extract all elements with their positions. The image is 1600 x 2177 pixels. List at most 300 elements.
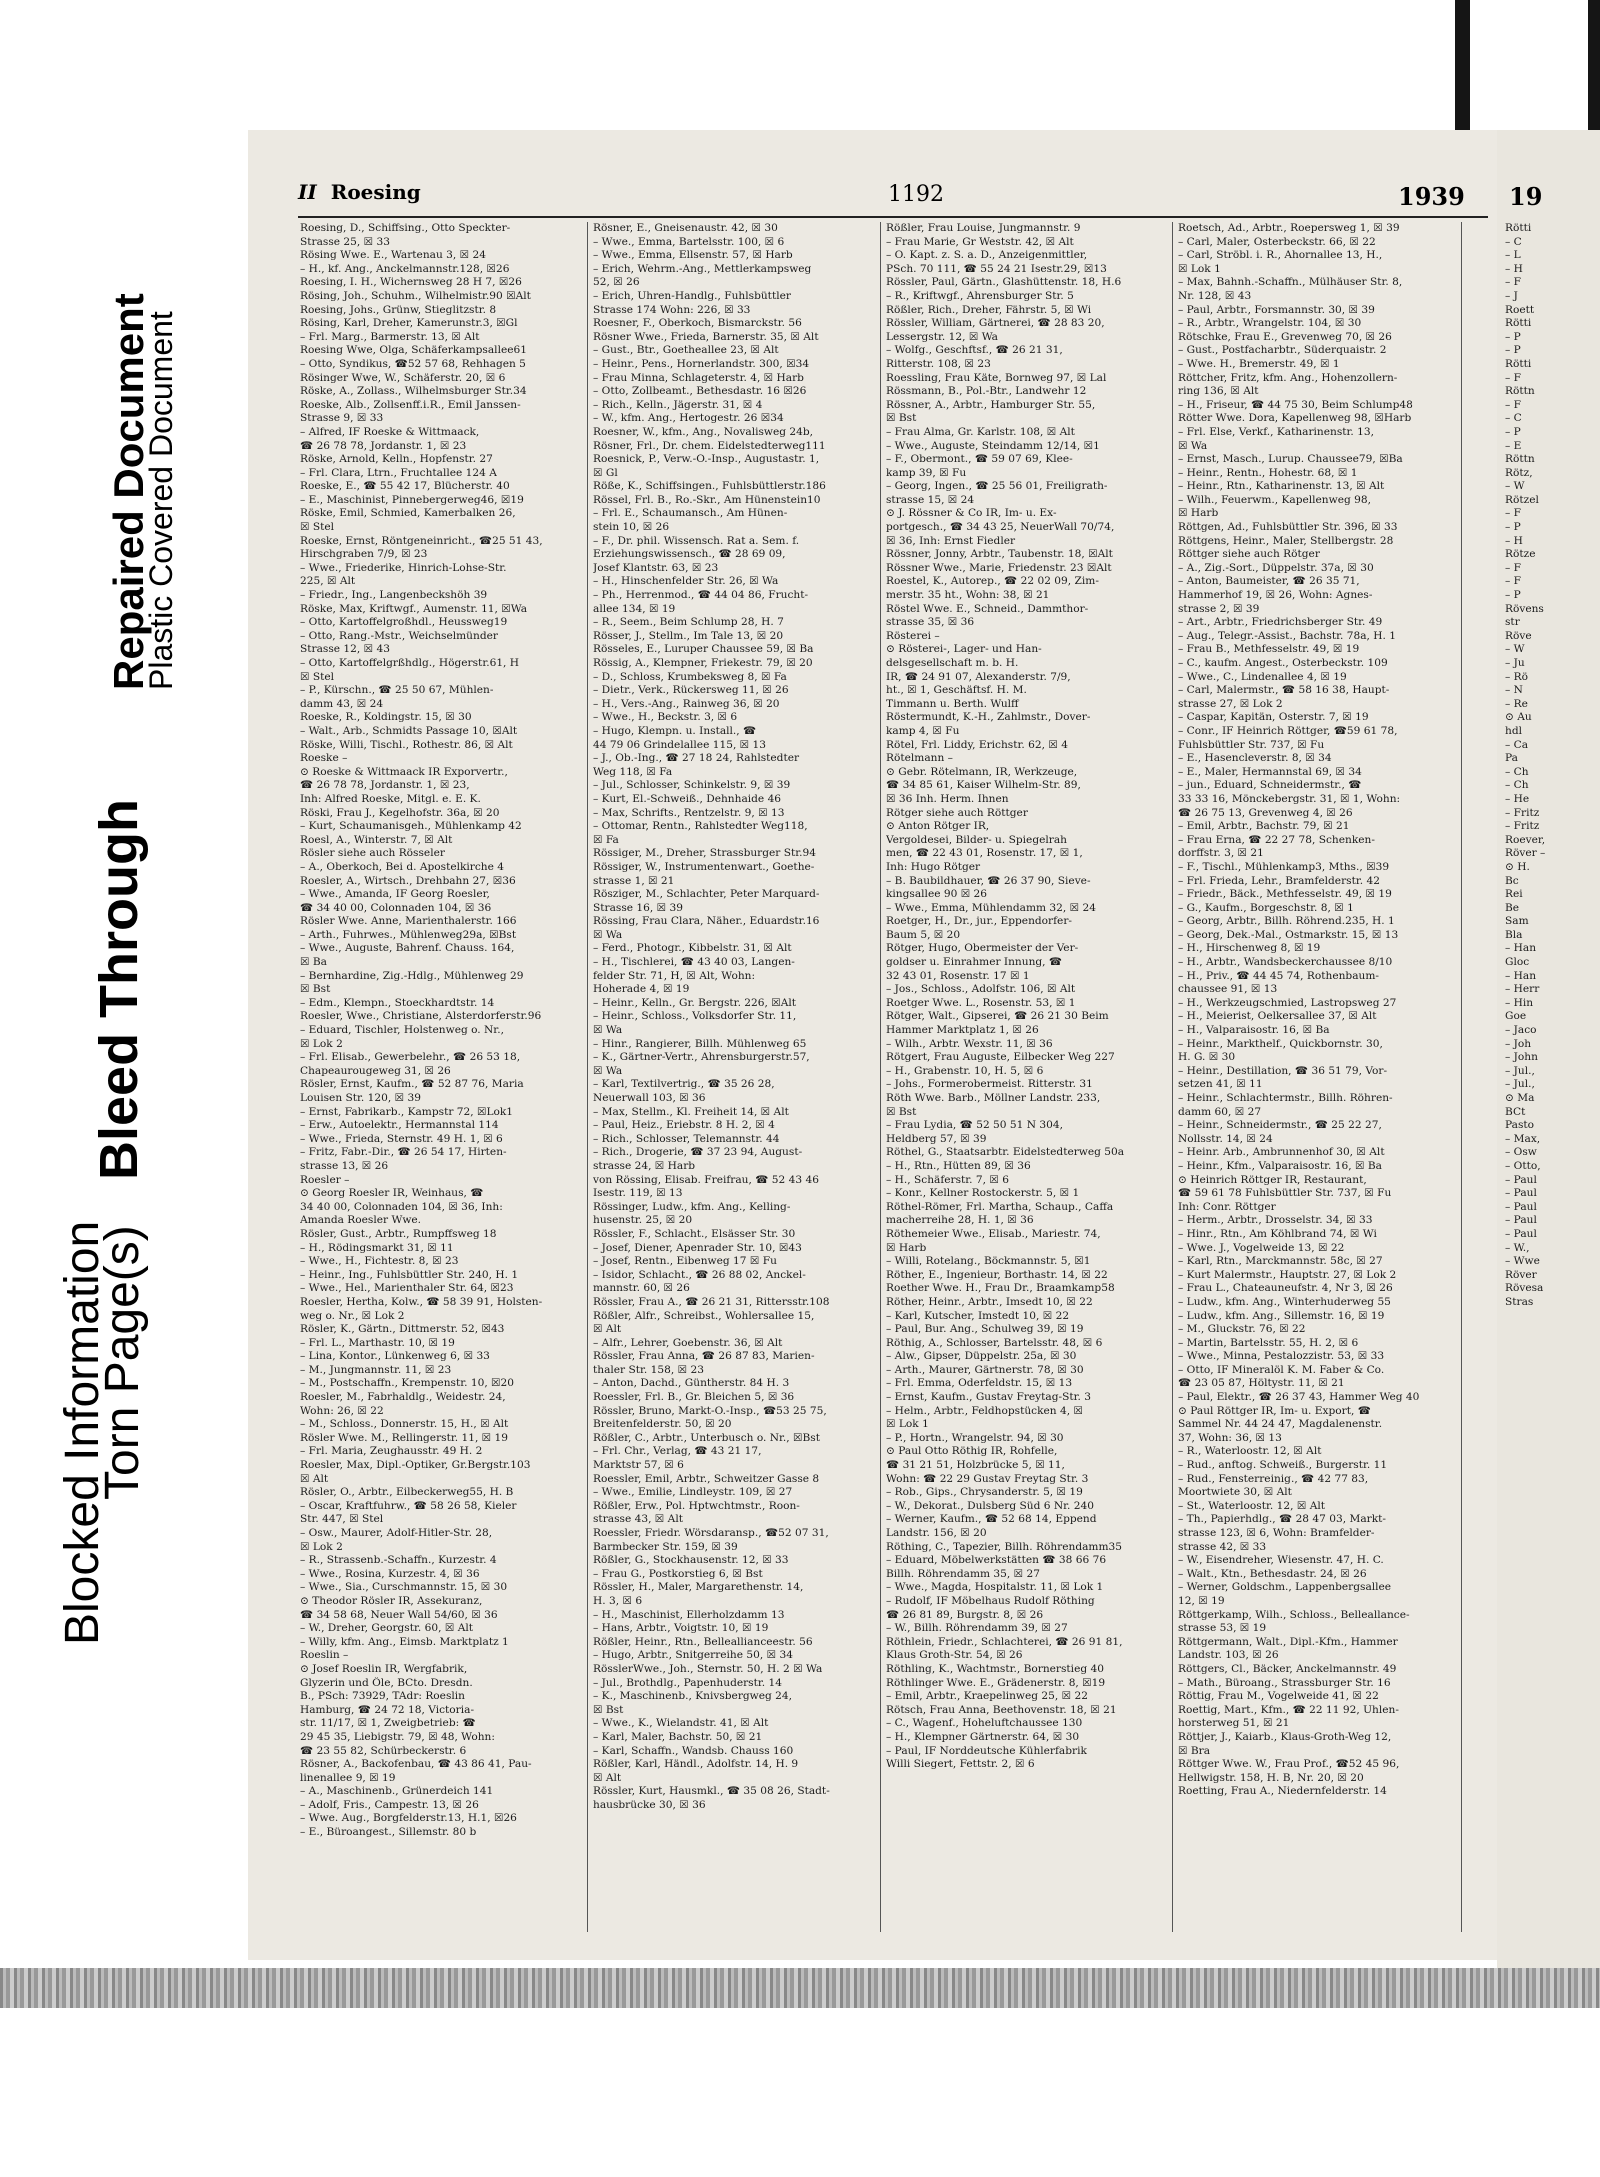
adjacent-entry-line: Stras <box>1505 1295 1534 1308</box>
directory-entry-line: ⊙ Georg Roesler IR, Weinhaus, ☎ <box>300 1187 484 1200</box>
directory-entry-line: ht., ☒ 1, Geschäftsf. H. M. <box>886 684 1027 697</box>
directory-entry-line: Hamburg, ☎ 24 72 18, Victoria- <box>300 1703 475 1716</box>
directory-entry-line: H. G. ☒ 30 <box>1178 1051 1236 1064</box>
directory-entry-line: – Wwe., Auguste, Bahrenf. Chauss. 164, <box>300 942 515 955</box>
directory-entry-line: Hirschgraben 7/9, ☒ 23 <box>300 548 428 561</box>
directory-entry-line: Timmann u. Berth. Wulff <box>886 697 1019 710</box>
adjacent-entry-line: – Joh <box>1505 1037 1532 1050</box>
directory-entry-line: – A., Zig.-Sort., Düppelstr. 37a, ☒ 30 <box>1178 561 1374 574</box>
directory-entry-line: husenstr. 25, ☒ 20 <box>593 1214 693 1227</box>
directory-entry-line: Rösing, Karl, Dreher, Kamerunstr.3, ☒Gl <box>300 317 518 330</box>
directory-entry-line: – Kurt Malermstr., Hauptstr. 27, ☒ Lok 2 <box>1178 1268 1397 1281</box>
directory-entry-line: – Emil, Arbtr., Kraepelinweg 25, ☒ 22 <box>886 1690 1088 1703</box>
directory-entry-line: – H., Arbtr., Wandsbeckerchaussee 8/10 <box>1178 956 1393 969</box>
directory-entry-line: – Frau L., Chateauneufstr. 4, Nr 3, ☒ 26 <box>1178 1282 1393 1295</box>
directory-entry-line: ☒ Alt <box>300 1472 329 1485</box>
directory-entry-line: Röttgers, Cl., Bäcker, Anckelmannstr. 49 <box>1178 1662 1397 1675</box>
directory-entry-line: – Frl. Else, Verkf., Katharinenstr. 13, <box>1178 425 1375 438</box>
directory-entry-line: Röttgerkamp, Wilh., Schloss., Belleallance- <box>1178 1608 1410 1621</box>
directory-entry-line: Roeske, Ernst, Röntgeneinricht., ☎25 51 43, <box>300 534 543 547</box>
directory-entry-line: – F., Dr. phil. Wissensch. Rat a. Sem. f. <box>593 534 800 547</box>
adjacent-entry-line: – Paul <box>1505 1227 1537 1240</box>
directory-entry-line: ☒ Gl <box>593 466 618 479</box>
directory-entry-line: – Wwe., Amanda, IF Georg Roesler, <box>300 888 490 901</box>
adjacent-entry-line: Rötti <box>1505 357 1532 370</box>
directory-entry-line: Rötel, Frl. Liddy, Erichstr. 62, ☒ 4 <box>886 738 1068 751</box>
directory-entry-line: – Eduard, Möbelwerkstätten ☎ 38 66 76 <box>886 1554 1107 1567</box>
directory-entry-line: str. 11/17, ☒ 1, Zweigbetrieb: ☎ <box>300 1717 476 1730</box>
directory-entry-line: merstr. 35 ht., Wohn: 38, ☒ 21 <box>886 589 1050 602</box>
directory-entry-line: Rösinger Wwe, W., Schäferstr. 20, ☒ 6 <box>300 371 506 384</box>
directory-entry-line: – Walt., Arb., Schmidts Passage 10, ☒Alt <box>300 724 518 737</box>
directory-entry-line: Josef Klantstr. 63, ☒ 23 <box>593 561 719 574</box>
directory-entry-line: – Kurt, El.-Schweiß., Dehnhaide 46 <box>593 792 782 805</box>
directory-entry-line: Rößler, G., Stockhausenstr. 12, ☒ 33 <box>593 1554 789 1567</box>
directory-entry-line: – Heinr., Schlachtermstr., Billh. Röhren- <box>1178 1092 1393 1104</box>
directory-entry-line: – Max, Stellm., Kl. Freiheit 14, ☒ Alt <box>593 1105 789 1118</box>
directory-entry-line: Strasse 16, ☒ 39 <box>593 901 683 914</box>
adjacent-entry-line: – J <box>1505 289 1518 302</box>
directory-entry-line: 32 43 01, Rosenstr. 17 ☒ 1 <box>886 969 1030 982</box>
directory-entry-line: thaler Str. 158, ☒ 23 <box>593 1363 704 1376</box>
adjacent-entry-line: – H <box>1505 262 1523 275</box>
adjacent-entry-line: Bc <box>1505 874 1519 887</box>
directory-entry-line: – Heinr., Kfm., Valparaisostr. 16, ☒ Ba <box>1178 1159 1382 1172</box>
directory-entry-line: Rösler, K., Gärtn., Dittmerstr. 52, ☒43 <box>300 1323 505 1336</box>
directory-entry-line: – Paul, Arbtr., Forsmannstr. 30, ☒ 39 <box>1178 303 1375 316</box>
directory-entry-line: Röske, Arnold, Kelln., Hopfenstr. 27 <box>300 453 493 466</box>
directory-entry-line: – Paul, Bur. Ang., Schulweg 39, ☒ 19 <box>886 1323 1084 1336</box>
adjacent-entry-line: Röve <box>1505 629 1532 642</box>
directory-entry-line: Roeske, E., ☎ 55 42 17, Blücherstr. 40 <box>300 480 510 493</box>
directory-entry-line: – R., Seem., Beim Schlump 28, H. 7 <box>593 616 784 629</box>
directory-entry-line: Rösser, J., Stellm., Im Tale 13, ☒ 20 <box>593 629 784 642</box>
adjacent-entry-line: Rötti <box>1505 317 1532 330</box>
directory-entry-line: – Anton, Baumeister, ☎ 26 35 71, <box>1178 575 1360 588</box>
directory-entry-line: – Paul, Heiz., Eriebstr. 8 H. 2, ☒ 4 <box>593 1119 775 1132</box>
directory-entry-line: Nr. 128, ☒ 43 <box>1178 289 1252 302</box>
directory-entry-line: – Josef, Diener, Apenrader Str. 10, ☒43 <box>593 1241 802 1254</box>
column-1 <box>300 222 570 1932</box>
directory-entry-line: Rößler, C., Arbtr., Unterbusch o. Nr., ☒Bst <box>593 1431 820 1444</box>
directory-entry-line: – Frl. L., Marthastr. 10, ☒ 19 <box>300 1336 455 1349</box>
directory-entry-line: – H., Grabenstr. 10, H. 5, ☒ 6 <box>886 1064 1044 1077</box>
directory-entry-line: Roeske – <box>300 752 348 765</box>
directory-entry-line: Rössmann, B., Pol.-Btr., Landwehr 12 <box>886 385 1087 398</box>
directory-entry-line: – C., Wagenf., Hoheluftchaussee 130 <box>886 1717 1083 1730</box>
directory-entry-line: Roesler, Wwe., Christiane, Alsterdorferstr.96 <box>300 1010 542 1023</box>
adjacent-entry-line: – He <box>1505 792 1530 805</box>
directory-entry-line: – Rich., Drogerie, ☎ 37 23 94, August- <box>593 1146 803 1159</box>
directory-entry-line: – Wilh., Feuerwm., Kapellenweg 98, <box>1178 493 1371 506</box>
directory-entry-line: – Wwe., Emma, Ellsenstr. 57, ☒ Harb <box>593 249 793 262</box>
directory-entry-line: Rössler, Frau Anna, ☎ 26 87 83, Marien- <box>593 1350 815 1363</box>
directory-entry-line: Rössig, A., Klempner, Friekestr. 79, ☒ 20 <box>593 657 813 669</box>
adjacent-entry-line: Röttn <box>1505 385 1535 398</box>
directory-entry-line: – W., Dekorat., Dulsberg Süd 6 Nr. 240 <box>886 1499 1094 1512</box>
directory-entry-line: Weg 118, ☒ Fa <box>593 765 673 778</box>
adjacent-entry-line: Roett <box>1505 303 1535 316</box>
directory-entry-line: Rösner, Frl., Dr. chem. Eidelstedterweg111 <box>593 439 826 452</box>
directory-entry-line: – H., Hinschenfelder Str. 26, ☒ Wa <box>593 575 779 588</box>
directory-entry-line: – Wwe., K., Wielandstr. 41, ☒ Alt <box>593 1717 769 1730</box>
adjacent-entry-line: – F <box>1505 507 1522 520</box>
directory-entry-line: ☎ 34 58 68, Neuer Wall 54/60, ☒ 36 <box>300 1608 498 1621</box>
adjacent-entry-line: – Herr <box>1505 983 1540 996</box>
directory-entry-line: – Karl, Textilvertrig., ☎ 35 26 28, <box>593 1078 775 1091</box>
directory-entry-line: Röske, Willi, Tischl., Rothestr. 86, ☒ Alt <box>300 738 513 751</box>
directory-entry-line: ☒ Bra <box>1178 1744 1211 1757</box>
directory-entry-line: – Lina, Kontor., Lünkenweg 6, ☒ 33 <box>300 1350 490 1363</box>
directory-entry-line: Heldberg 57, ☒ 39 <box>886 1132 987 1145</box>
directory-entry-line: – H., Hirschenweg 8, ☒ 19 <box>1178 942 1321 955</box>
directory-entry-line: – Wwe. H., Bremerstr. 49, ☒ 1 <box>1178 357 1340 370</box>
directory-entry-line: – Hinr., Rangierer, Billh. Mühlenweg 65 <box>593 1037 807 1050</box>
directory-entry-line: – Karl, Schaffn., Wandsb. Chauss 160 <box>593 1744 794 1757</box>
directory-entry-line: Rösler, Ernst, Kaufm., ☎ 52 87 76, Maria <box>300 1078 524 1091</box>
directory-entry-line: portgesch., ☎ 34 43 25, NeuerWall 70/74, <box>886 521 1115 534</box>
directory-entry-line: Inh: Hugo Rötger <box>886 860 981 873</box>
directory-entry-line: Rössler, Paul, Gärtn., Glashüttenstr. 18, H.6 <box>886 276 1122 289</box>
directory-entry-line: – W., Dreher, Georgstr. 60, ☒ Alt <box>300 1622 474 1635</box>
directory-entry-line: – A., Maschinenb., Grünerdeich 141 <box>300 1785 494 1798</box>
directory-entry-line: von Rössing, Elisab. Freifrau, ☎ 52 43 46 <box>593 1173 819 1186</box>
directory-entry-line: Rössner Wwe., Marie, Friedenstr. 23 ☒Alt <box>886 561 1112 574</box>
directory-entry-line: – P., Hortn., Wrangelstr. 94, ☒ 30 <box>886 1431 1064 1444</box>
directory-entry-line: – Fritz, Fabr.-Dir., ☎ 26 54 17, Hirten- <box>300 1146 507 1159</box>
directory-entry-line: – Heinr., Schneidermstr., ☎ 25 22 27, <box>1178 1119 1382 1132</box>
directory-entry-line: – Jul., Brothdlg., Papenhuderstr. 14 <box>593 1676 782 1689</box>
directory-entry-line: – P., Kürschn., ☎ 25 50 67, Mühlen- <box>300 684 494 697</box>
directory-entry-line: – Wwe., Rosina, Kurzestr. 4, ☒ 36 <box>300 1567 480 1580</box>
directory-entry-line: ☒ Lok 1 <box>1178 262 1221 275</box>
directory-entry-line: – Frl. Maria, Zeughausstr. 49 H. 2 <box>300 1445 483 1458</box>
directory-entry-line: – Otto, Kartoffelgrßhdlg., Högerstr.61, H <box>300 657 520 669</box>
directory-entry-line: – Aug., Telegr.-Assist., Bachstr. 78a, H. 1 <box>1178 629 1396 642</box>
directory-entry-line: Inh: Conr. Röttger <box>1178 1200 1276 1213</box>
directory-entry-line: – Heinr., Kelln., Gr. Bergstr. 226, ☒Alt <box>593 996 797 1009</box>
directory-entry-line: strasse 27, ☒ Lok 2 <box>1178 697 1283 710</box>
directory-entry-line: Rößler, Rich., Dreher, Fährstr. 5, ☒ Wi <box>886 303 1092 316</box>
adjacent-page-fragment <box>1497 130 1600 1968</box>
directory-entry-line: Rötgert, Frau Auguste, Eilbecker Weg 227 <box>886 1051 1115 1064</box>
directory-entry-line: strasse 2, ☒ 39 <box>1178 602 1260 615</box>
directory-entry-line: Röthemeier Wwe., Elisab., Mariestr. 74, <box>886 1227 1101 1240</box>
directory-entry-line: ☎ 26 78 78, Jordanstr. 1, ☒ 23 <box>300 439 467 452</box>
directory-entry-line: Rösing Wwe. E., Wartenau 3, ☒ 24 <box>300 249 486 262</box>
directory-entry-line: Roessling, Frau Käte, Bornweg 97, ☒ Lal <box>886 371 1107 384</box>
adjacent-entry-line: – W <box>1505 643 1525 656</box>
adjacent-entry-line: – Paul <box>1505 1214 1537 1227</box>
directory-entry-line: Rößler, Frau Louise, Jungmannstr. 9 <box>886 222 1081 234</box>
directory-entry-line: – Frau B., Methfesselstr. 49, ☒ 19 <box>1178 643 1360 656</box>
adjacent-entry-line: – John <box>1505 1051 1538 1064</box>
adjacent-entry-line: – F <box>1505 371 1522 384</box>
directory-entry-line: Röthling, K., Wachtmstr., Bornerstieg 40 <box>886 1662 1104 1675</box>
stamp-blocked-information: Blocked Information <box>56 1220 109 1645</box>
adjacent-entry-line: – Fritz <box>1505 806 1540 819</box>
directory-entry-line: – Anton, Dachd., Güntherstr. 84 H. 3 <box>593 1377 790 1390</box>
directory-entry-line: ring 136, ☒ Alt <box>1178 385 1259 398</box>
adjacent-entry-line: BCt <box>1505 1105 1526 1118</box>
directory-entry-line: – Caspar, Kapitän, Osterstr. 7, ☒ 19 <box>1178 711 1369 724</box>
adjacent-entry-line: – Han <box>1505 969 1537 982</box>
directory-entry-line: – Helm., Arbtr., Feldhopstücken 4, ☒ <box>886 1404 1083 1417</box>
directory-entry-line: Röttgens, Heinr., Maler, Stellbergstr. 28 <box>1178 534 1394 547</box>
directory-entry-line: – Karl, Maler, Bachstr. 50, ☒ 21 <box>593 1730 763 1743</box>
directory-entry-line: – Wwe. Aug., Borgfelderstr.13, H.1, ☒26 <box>300 1812 517 1825</box>
directory-entry-line: – K., Maschinenb., Knivsbergweg 24, <box>593 1690 793 1703</box>
directory-entry-line: Röstermundt, K.-H., Zahlmstr., Dover- <box>886 711 1091 724</box>
adjacent-entry-line: – Rö <box>1505 670 1529 683</box>
adjacent-entry-line: – C <box>1505 412 1522 425</box>
directory-entry-line: ⊙ Paul Röttger IR, Im- u. Export, ☎ <box>1178 1404 1371 1417</box>
adjacent-entry-line: hdl <box>1505 724 1522 737</box>
directory-entry-line: – Rob., Gips., Chrysanderstr. 5, ☒ 19 <box>886 1486 1083 1499</box>
directory-entry-line: Roeske, R., Koldingstr. 15, ☒ 30 <box>300 711 472 724</box>
directory-entry-line: – Ludw., kfm. Ang., Winterhuderweg 55 <box>1178 1295 1391 1308</box>
directory-entry-line: Roessler, Friedr. Wörsdaransp., ☎52 07 31, <box>593 1527 829 1539</box>
directory-entry-line: felder Str. 71, H, ☒ Alt, Wohn: <box>593 969 756 982</box>
directory-entry-line: ⊙ Heinrich Röttger IR, Restaurant, <box>1178 1173 1367 1186</box>
adjacent-entry-line: Rei <box>1505 888 1523 901</box>
directory-entry-line: Rösseles, E., Luruper Chaussee 59, ☒ Ba <box>593 643 814 656</box>
directory-entry-line: chaussee 91, ☒ 13 <box>1178 983 1278 996</box>
directory-entry-line: ☒ Bst <box>886 1105 917 1118</box>
directory-entry-line: 44 79 06 Grindelallee 115, ☒ 13 <box>593 738 767 751</box>
directory-entry-line: – Alfred, IF Roeske & Wittmaack, <box>300 425 480 438</box>
directory-entry-line: – Paul, Elektr., ☎ 26 37 43, Hammer Weg 40 <box>1178 1391 1420 1404</box>
directory-entry-line: – Frau Erna, ☎ 22 27 78, Schenken- <box>1178 833 1375 846</box>
directory-entry-line: – Frau Marie, Gr Weststr. 42, ☒ Alt <box>886 235 1074 248</box>
directory-entry-line: kamp 39, ☒ Fu <box>886 466 967 479</box>
directory-entry-line: – H., Valparaisostr. 16, ☒ Ba <box>1178 1024 1330 1037</box>
directory-entry-line: Hoherade 4, ☒ 19 <box>593 983 690 996</box>
directory-entry-line: – H., Werkzeugschmied, Lastropsweg 27 <box>1178 996 1397 1009</box>
directory-entry-line: ⊙ Roeske & Wittmaack IR Exporvertr., <box>300 765 508 778</box>
adjacent-entry-line: – Max, <box>1505 1132 1541 1145</box>
adjacent-entry-line: str <box>1505 616 1520 629</box>
directory-entry-line: – Hans, Arbtr., Voigtstr. 10, ☒ 19 <box>593 1622 769 1635</box>
directory-entry-line: Roesnick, P., Verw.-O.-Insp., Augustastr. 1, <box>593 453 820 466</box>
scan-top-margin <box>0 0 1600 50</box>
directory-entry-line: Moortwiete 30, ☒ Alt <box>1178 1486 1292 1499</box>
directory-entry-line: Chapeaurougeweg 31, ☒ 26 <box>300 1064 451 1077</box>
directory-entry-line: Roetsch, Ad., Arbtr., Roepersweg 1, ☒ 39 <box>1178 222 1400 234</box>
directory-entry-line: ☒ Lok 2 <box>300 1540 343 1553</box>
directory-entry-line: damm 60, ☒ 27 <box>1178 1105 1262 1118</box>
directory-entry-line: damm 43, ☒ 24 <box>300 697 384 710</box>
directory-entry-line: Röttger siehe auch Rötger <box>1178 548 1320 561</box>
adjacent-entry-line: – Jul., <box>1505 1064 1535 1077</box>
directory-entry-line: Rössler, William, Gärtnerei, ☎ 28 83 20, <box>886 317 1105 330</box>
directory-entry-line: Roestel, K., Autorep., ☎ 22 02 09, Zim- <box>886 575 1099 588</box>
directory-entry-line: – H., Tischlerei, ☎ 43 40 03, Langen- <box>593 956 795 969</box>
adjacent-entry-line: – F <box>1505 276 1522 289</box>
directory-entry-line: – Ferd., Photogr., Kibbelstr. 31, ☒ Alt <box>593 942 792 955</box>
directory-entry-line: men, ☎ 22 43 01, Rosenstr. 17, ☒ 1, <box>886 847 1083 860</box>
directory-entry-line: ☎ 26 81 89, Burgstr. 8, ☒ 26 <box>886 1608 1044 1621</box>
directory-entry-line: – Heinr., Pens., Hornerlandstr. 300, ☒34 <box>593 357 810 370</box>
directory-entry-line: Roesner, W., kfm., Ang., Novalisweg 24b, <box>593 425 814 438</box>
directory-entry-line: – Walt., Ktn., Bethesdastr. 24, ☒ 26 <box>1178 1567 1367 1580</box>
directory-entry-line: Rößler, Erw., Pol. Hptwchtmstr., Roon- <box>593 1499 800 1512</box>
directory-entry-line: – Dietr., Verk., Rückersweg 11, ☒ 26 <box>593 684 789 697</box>
adjacent-entry-line: – P <box>1505 589 1521 602</box>
directory-entry-line: Rötschke, Frau E., Grevenweg 70, ☒ 26 <box>1178 330 1392 343</box>
directory-entry-line: – Carl, Ströbl. i. R., Ahornallee 13, H., <box>1178 249 1383 262</box>
directory-entry-line: ☎ 23 55 82, Schürbeckerstr. 6 <box>300 1744 467 1757</box>
directory-entry-line: – M., Gluckstr. 76, ☒ 22 <box>1178 1323 1306 1336</box>
directory-entry-line: ⊙ Theodor Rösler IR, Assekuranz, <box>300 1594 483 1607</box>
directory-entry-line: Rössner, Jonny, Arbtr., Taubenstr. 18, ☒Alt <box>886 548 1113 561</box>
directory-entry-line: – Edm., Klempn., Stoeckhardtstr. 14 <box>300 996 495 1009</box>
directory-entry-line: – Otto, Kartoffelgroßhdl., Heussweg19 <box>300 616 508 629</box>
directory-entry-line: Rössing, Frau Clara, Näher., Eduardstr.16 <box>593 915 820 928</box>
directory-entry-line: Rösler Wwe. M., Rellingerstr. 11, ☒ 19 <box>300 1431 509 1444</box>
adjacent-entry-line: – Ju <box>1505 657 1525 669</box>
column-divider <box>1461 222 1462 1932</box>
directory-entry-line: – Rudolf, IF Möbelhaus Rudolf Röthing <box>886 1594 1095 1607</box>
directory-entry-line: Röth Wwe. Barb., Möllner Landstr. 233, <box>886 1092 1101 1104</box>
directory-entry-line: Rössner, A., Arbtr., Hamburger Str. 55, <box>886 398 1096 411</box>
directory-entry-line: Rösler siehe auch Rösseler <box>300 847 445 860</box>
adjacent-entry-line: – Paul <box>1505 1173 1537 1186</box>
directory-entry-line: Röße, K., Schiffsingen., Fuhlsbüttlerstr.186 <box>593 480 826 493</box>
directory-entry-line: – Willi, Rotelang., Böckmannstr. 5, ☒1 <box>886 1255 1091 1268</box>
directory-entry-line: Marktstr 57, ☒ 6 <box>593 1459 684 1472</box>
directory-entry-line: – Hugo, Klempn. u. Install., ☎ <box>593 724 757 737</box>
directory-entry-line: Rössler, Kurt, Hausmkl., ☎ 35 08 26, Stadt- <box>593 1785 830 1798</box>
adjacent-entry-line: Sam <box>1505 915 1529 928</box>
directory-entry-line: – Heinr., Markthelf., Quickbornstr. 30, <box>1178 1037 1383 1050</box>
scanner-edge-strip <box>0 1968 1600 2008</box>
directory-entry-line: Amanda Roesler Wwe. <box>300 1214 422 1227</box>
directory-entry-line: Röthlein, Friedr., Schlachterei, ☎ 26 91 81, <box>886 1635 1123 1648</box>
condition-stamps <box>0 0 240 2177</box>
directory-entry-line: – Ottomar, Rentn., Rahlstedter Weg118, <box>593 820 808 833</box>
directory-entry-line: – Friedr., Ing., Langenbeckshöh 39 <box>300 589 488 602</box>
directory-entry-line: – Gust., Postfacharbtr., Süderquaistr. 2 <box>1178 344 1387 357</box>
directory-entry-line: – Johs., Formerobermeist. Ritterstr. 31 <box>886 1078 1093 1091</box>
directory-entry-line: – Wwe., Emilie, Lindleystr. 109, ☒ 27 <box>593 1486 793 1499</box>
directory-entry-line: – Heinr., Ing., Fuhlsbüttler Str. 240, H. 1 <box>300 1268 519 1281</box>
adjacent-entry-line: Rötze <box>1505 548 1536 561</box>
directory-entry-line: – Erich, Wehrm.-Ang., Mettlerkampsweg <box>593 262 812 275</box>
directory-entry-line: – Ph., Herrenmod., ☎ 44 04 86, Frucht- <box>593 589 809 602</box>
adjacent-entry-line: Goe <box>1505 1010 1527 1023</box>
stamp-plastic-covered: Plastic Covered Document <box>143 311 179 690</box>
directory-entry-line: ☎ 34 85 61, Kaiser Wilhelm-Str. 89, <box>886 779 1081 792</box>
adjacent-entry-line: Rövens <box>1505 602 1544 615</box>
directory-entry-line: Rötelmann – <box>886 752 953 765</box>
directory-entry-line: – Wwe., Sia., Curschmannstr. 15, ☒ 30 <box>300 1581 508 1594</box>
directory-entry-line: Strasse 25, ☒ 33 <box>300 235 390 248</box>
directory-entry-line: ⊙ Josef Roeslin IR, Wergfabrik, <box>300 1662 468 1675</box>
directory-entry-line: – Erw., Autoelektr., Hermannstal 114 <box>300 1119 499 1132</box>
directory-entry-line: Rössel, Frl. B., Ro.-Skr., Am Hünenstein10 <box>593 493 821 506</box>
adjacent-entry-line: – Osw <box>1505 1146 1537 1159</box>
directory-entry-line: – Jos., Schloss., Adolfstr. 106, ☒ Alt <box>886 983 1076 996</box>
stamp-repaired-document: Repaired Document <box>105 293 152 690</box>
directory-entry-line: ☎ 23 05 87, Höltystr. 11, ☒ 21 <box>1178 1377 1345 1390</box>
directory-entry-line: dorffstr. 3, ☒ 21 <box>1178 847 1264 860</box>
directory-entry-line: – E., Maschinist, Pinnebergerweg46, ☒19 <box>300 493 524 506</box>
directory-entry-line: Röstel Wwe. E., Schneid., Dammthor- <box>886 602 1089 615</box>
directory-entry-line: – Jul., Schlosser, Schinkelstr. 9, ☒ 39 <box>593 779 791 792</box>
directory-entry-line: – Frl. Chr., Verlag, ☎ 43 21 17, <box>593 1445 762 1458</box>
adjacent-entry-line: – Re <box>1505 697 1528 710</box>
directory-entry-line: – Wwe., Emma, Mühlendamm 32, ☒ 24 <box>886 901 1096 914</box>
directory-entry-line: – K., Gärtner-Vertr., Ahrensburgerstr.57, <box>593 1051 810 1064</box>
directory-entry-line: – Frl. Elisab., Gewerbelehr., ☎ 26 53 18, <box>300 1051 521 1064</box>
directory-entry-line: ☒ Harb <box>1178 507 1219 520</box>
directory-entry-line: – Otto, IF Mineralöl K. M. Faber & Co. <box>1178 1363 1385 1376</box>
directory-entry-line: delsgesellschaft m. b. H. <box>886 657 1019 669</box>
directory-entry-line: Rötsch, Frau Anna, Beethovenstr. 18, ☒ 21 <box>886 1703 1117 1716</box>
scan-edge-light <box>1470 0 1588 150</box>
directory-entry-line: Roesler, Max, Dipl.-Optiker, Gr.Bergstr.103 <box>300 1459 531 1472</box>
adjacent-entry-line: – Wwe <box>1505 1255 1540 1268</box>
directory-entry-line: – Frl. Marg., Barmerstr. 13, ☒ Alt <box>300 330 480 343</box>
directory-entry-line: Rössler, Bruno, Markt-O.-Insp., ☎53 25 75, <box>593 1404 827 1417</box>
directory-entry-line: Roetger, H., Dr., jur., Eppendorfer- <box>886 915 1072 928</box>
adjacent-entry-line: – Hin <box>1505 996 1534 1009</box>
directory-entry-line: strasse 13, ☒ 26 <box>300 1159 389 1172</box>
adjacent-entry-line: – P <box>1505 521 1521 534</box>
directory-entry-line: H. 3, ☒ 6 <box>593 1594 643 1607</box>
directory-entry-line: – Ernst, Masch., Lurup. Chaussee79, ☒Ba <box>1178 453 1403 466</box>
adjacent-entry-line: – C <box>1505 235 1522 248</box>
page-header <box>298 180 1478 216</box>
directory-entry-line: – R., Kriftwgf., Ahrensburger Str. 5 <box>886 289 1074 302</box>
directory-entry-line: strasse 53, ☒ 19 <box>1178 1622 1267 1635</box>
directory-entry-line: Rötger, Walt., Gipserei, ☎ 26 21 30 Beim <box>886 1010 1109 1023</box>
directory-entry-line: – H., Priv., ☎ 44 45 74, Rothenbaum- <box>1178 969 1379 982</box>
directory-entry-line: – Oscar, Kraftfuhrw., ☎ 58 26 58, Kieler <box>300 1499 517 1512</box>
directory-entry-line: Rösner, E., Gneisenaustr. 42, ☒ 30 <box>593 222 778 234</box>
directory-entry-line: – Georg, Dek.-Mal., Ostmarkstr. 15, ☒ 13 <box>1178 928 1399 941</box>
directory-entry-line: Wohn: ☎ 22 29 Gustav Freytag Str. 3 <box>886 1472 1089 1485</box>
directory-entry-line: – Frl. E., Schaumansch., Am Hünen- <box>593 507 788 520</box>
directory-entry-line: – H., Meierist, Oelkersallee 37, ☒ Alt <box>1178 1010 1377 1023</box>
directory-entry-line: strasse 1, ☒ 21 <box>593 874 675 887</box>
adjacent-entry-line: Roever, <box>1505 833 1546 846</box>
directory-entry-line: Rösler, Gust., Arbtr., Rumpffsweg 18 <box>300 1227 497 1240</box>
directory-entry-line: ☒ Lok 2 <box>300 1037 343 1050</box>
adjacent-entry-line: – W., <box>1505 1241 1530 1254</box>
directory-entry-line: Roesler, M., Fabrhaldlg., Weidestr. 24, <box>300 1391 506 1404</box>
adjacent-entry-line: – Ch <box>1505 779 1529 792</box>
directory-entry-line: 12, ☒ 19 <box>1178 1594 1225 1607</box>
directory-entry-line: – Eduard, Tischler, Holstenweg o. Nr., <box>300 1024 504 1037</box>
directory-entry-line: – M., Postschaffn., Krempenstr. 10, ☒20 <box>300 1377 515 1390</box>
page-number: 1192 <box>888 182 944 207</box>
directory-entry-line: – E., Hasencleverstr. 8, ☒ 34 <box>1178 752 1332 765</box>
directory-entry-line: Rösterei – <box>886 629 940 642</box>
directory-entry-line: 225, ☒ Alt <box>300 575 356 588</box>
directory-entry-line: Rössiger, W., Instrumentenwart., Goethe- <box>593 860 815 873</box>
directory-entry-line: – Wwe., Hel., Marienthaler Str. 64, ☒23 <box>300 1282 514 1295</box>
directory-entry-line: Baum 5, ☒ 20 <box>886 928 961 941</box>
directory-entry-line: IR, ☎ 24 91 07, Alexanderstr. 7/9, <box>886 670 1071 683</box>
directory-entry-line: ⊙ Rösterei-, Lager- und Han- <box>886 643 1042 656</box>
directory-entry-line: strasse 42, ☒ 33 <box>1178 1540 1267 1553</box>
directory-entry-line: – Heinr., Destillation, ☎ 36 51 79, Vor- <box>1178 1064 1388 1077</box>
directory-entry-line: macherreihe 28, H. 1, ☒ 36 <box>886 1214 1034 1227</box>
directory-entry-line: Roeske, Alb., Zollsenff.i.R., Emil Janssen- <box>300 398 521 411</box>
directory-entry-line: – Frl. Clara, Ltrn., Fruchtallee 124 A <box>300 466 497 479</box>
